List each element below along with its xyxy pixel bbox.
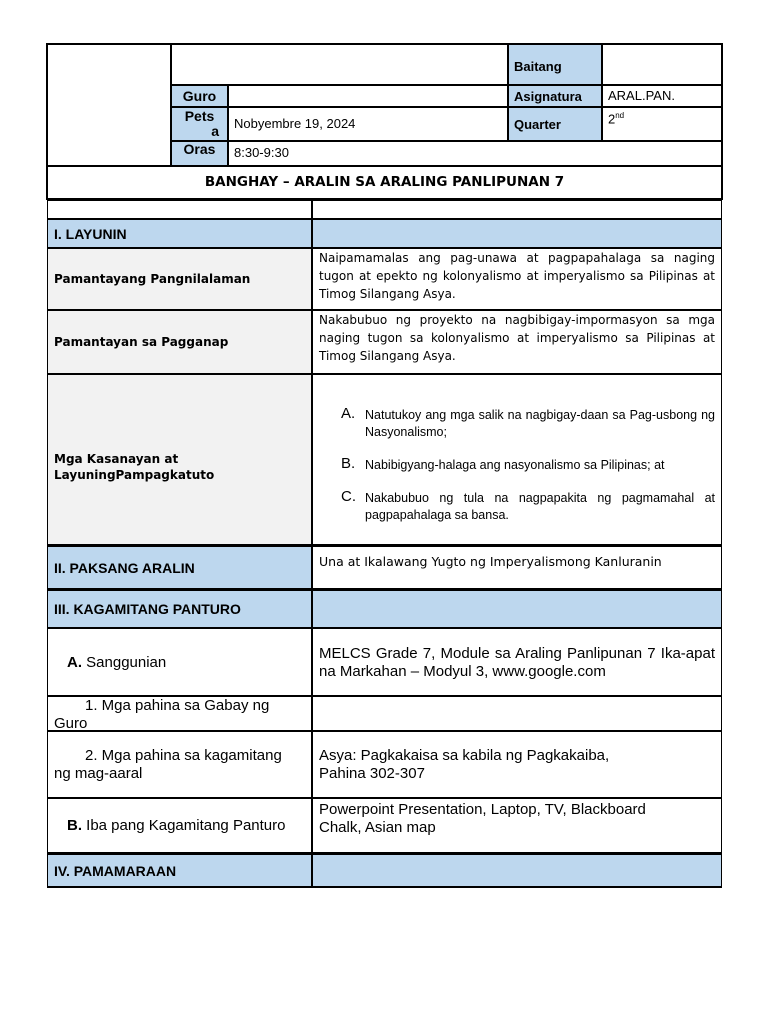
- guro-value: [228, 85, 508, 107]
- objectives-cell: [312, 374, 722, 545]
- spacer-right: [312, 200, 722, 219]
- iba-value: [312, 798, 722, 853]
- objective-item: [313, 490, 721, 524]
- magaaral-value: [312, 731, 722, 798]
- iba-value-line1: Powerpoint Presentation, Laptop, TV, Blackboard: [319, 801, 646, 818]
- objective-text: Nakabubuo ng tula na nagpapakita ng pagmamahal at pagpapahalaga sa bansa.: [365, 491, 715, 522]
- baitang-label: Baitang: [508, 44, 602, 85]
- objectives-list: [313, 407, 721, 524]
- petsa-label: [171, 107, 228, 141]
- layunin-heading: I. LAYUNIN: [47, 219, 312, 248]
- paksa-heading: II. PAKSANG ARALIN: [47, 545, 312, 589]
- magaaral-label-line1: 2. Mga pahina sa kagamitang: [85, 747, 282, 764]
- objective-text: Nabibigyang-halaga ang nasyonalismo sa Pilipinas; at: [365, 458, 665, 472]
- guro-label: Guro: [171, 85, 228, 107]
- gabay-label: [47, 696, 312, 731]
- pamamaraan-heading: IV. PAMAMARAAN: [47, 853, 312, 888]
- iba-value-line2: Chalk, Asian map: [319, 819, 436, 836]
- page-title: BANGHAY – ARALIN SA ARALING PANLIPUNAN 7: [46, 166, 723, 200]
- spacer-left: [47, 200, 312, 219]
- baitang-value: [602, 44, 722, 85]
- pangnilalaman-label: Pamantayang Pangnilalaman: [47, 248, 312, 310]
- gabay-label-line1: 1. Mga pahina sa Gabay ng: [85, 697, 270, 714]
- objective-mark: B.: [341, 455, 356, 472]
- magaaral-value-line2: Pahina 302-307: [319, 765, 425, 782]
- iba-mark: B.: [67, 817, 82, 834]
- paksa-value: Una at Ikalawang Yugto ng Imperyalismong Kanluranin: [312, 545, 722, 589]
- asignatura-value: ARAL.PAN.: [602, 85, 722, 107]
- objective-item: [313, 457, 721, 474]
- oras-label: Oras: [171, 141, 228, 166]
- pagganap-text: Nakabubuo ng proyekto na nagbibigay-impormasyon sa mga naging tugon sa kolonyalismo at imperyalismo sa Pilipinas at Timog Silangang Asya.: [312, 310, 722, 374]
- quarter-number: 2: [608, 111, 616, 127]
- logo-area: [47, 44, 171, 166]
- kagamitan-heading-right: [312, 589, 722, 628]
- quarter-value: [602, 107, 722, 141]
- objective-mark: C.: [341, 488, 356, 505]
- gabay-label-line2: Guro: [54, 715, 88, 732]
- quarter-suffix: nd: [615, 111, 625, 120]
- pamamaraan-heading-right: [312, 853, 722, 888]
- kasanayan-label: [47, 374, 312, 545]
- oras-value: 8:30-9:30: [228, 141, 722, 166]
- quarter-label: Quarter: [508, 107, 602, 141]
- objective-text: Natutukoy ang mga salik na nagbigay-daan sa Pag-usbong ng Nasyonalismo;: [365, 408, 715, 439]
- pagganap-label: Pamantayan sa Pagganap: [47, 310, 312, 374]
- magaaral-value-line1: Asya: Pagkakaisa sa kabila ng Pagkakaiba,: [319, 747, 610, 764]
- iba-label: [47, 798, 312, 853]
- layunin-heading-right: [312, 219, 722, 248]
- school-name-cell: [171, 44, 508, 85]
- sanggunian-label: [47, 628, 312, 696]
- asignatura-label: Asignatura: [508, 85, 602, 107]
- magaaral-label: [47, 731, 312, 798]
- kagamitan-heading: III. KAGAMITANG PANTURO: [47, 589, 312, 628]
- petsa-label-line2: a: [211, 123, 219, 139]
- magaaral-label-line2: ng mag-aaral: [54, 765, 143, 782]
- pangnilalaman-text: Naipamamalas ang pag-unawa at pagpapahalaga sa naging tugon at epekto ng kolonyalismo at imperyalismo sa Pilipinas at Timog Silangang Asya.: [312, 248, 722, 310]
- iba-label-text: Iba pang Kagamitang Panturo: [82, 817, 286, 834]
- gabay-value: [312, 696, 722, 731]
- kasanayan-label-line1: Mga Kasanayan at: [54, 452, 179, 466]
- objective-mark: A.: [341, 405, 356, 422]
- petsa-label-line1: Pets: [184, 108, 215, 124]
- sanggunian-label-text: Sanggunian: [82, 654, 167, 671]
- sanggunian-value: MELCS Grade 7, Module sa Araling Panlipunan 7 Ika-apat na Markahan – Modyul 3, www.google.com: [312, 628, 722, 696]
- petsa-value: Nobyembre 19, 2024: [228, 107, 508, 141]
- sanggunian-mark: A.: [67, 654, 82, 671]
- objective-item: [313, 407, 721, 441]
- kasanayan-label-line2: LayuningPampagkatuto: [54, 468, 215, 482]
